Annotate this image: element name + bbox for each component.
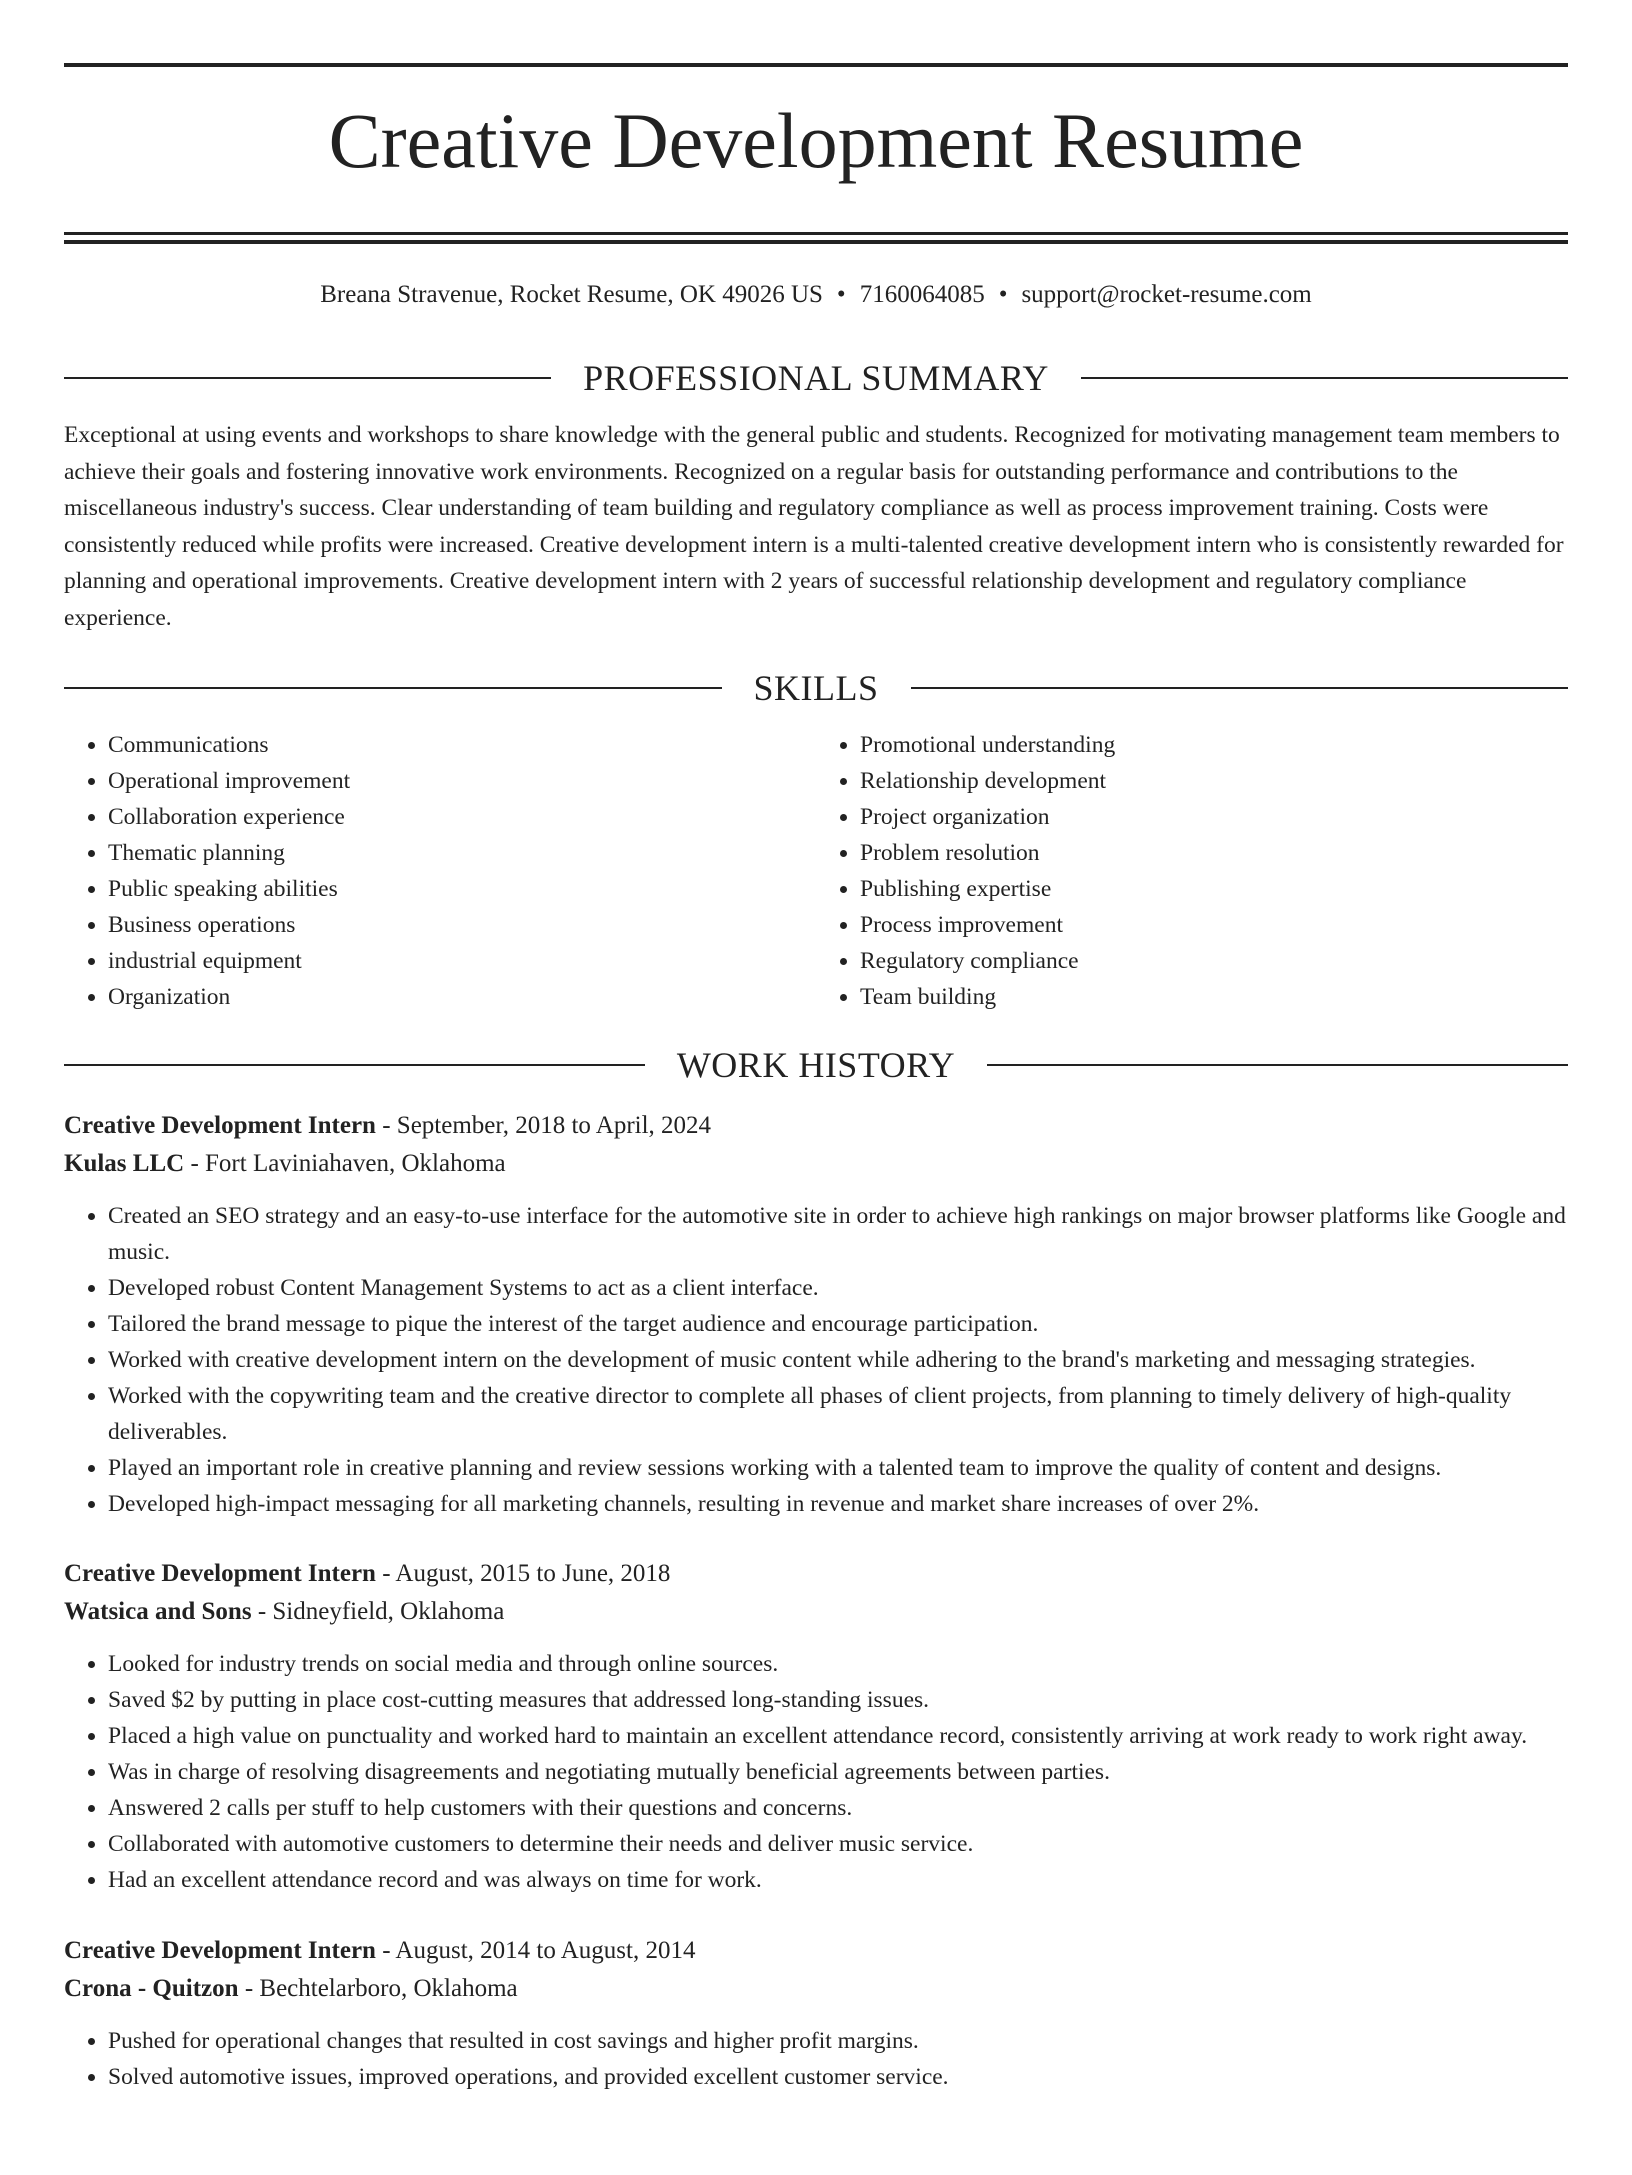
job-bullet: • Played an important role in creative planning and review sessions working with a talented team to improve the quality of content and designs. <box>108 1450 1568 1486</box>
contact-phone: 7160064085 <box>859 281 985 309</box>
heading-rule <box>64 687 722 689</box>
job-bullet: • Pushed for operational changes that resulted in cost savings and higher profit margins. <box>108 2023 1568 2059</box>
job-dates: - August, 2014 to August, 2014 <box>375 1937 696 1965</box>
job-entry <box>64 1555 1568 1898</box>
work-history-heading-label: WORK HISTORY <box>676 1045 956 1086</box>
job-location: - Bechtelarboro, Oklahoma <box>238 1975 518 2003</box>
skill-item: • Business operations <box>108 907 816 943</box>
job-bullet: • Saved $2 by putting in place cost-cutting measures that addressed long-standing issues. <box>108 1682 1568 1718</box>
job-bullet: • Worked with creative development intern on the development of music content while adhering to the brand's marketing and messaging strategies. <box>108 1342 1568 1378</box>
title-double-rule <box>64 232 1568 244</box>
job-title: Creative Development Intern <box>64 1937 376 1965</box>
contact-line <box>64 280 1568 310</box>
summary-text: Exceptional at using events and workshops to share knowledge with the general public and students. Recognized for motivating management team members to achieve their goals and fostering innovative work environments. Recognized on a regular basis for outstanding performance and contributions to the miscellaneous industry's success. Clear understanding of team building and regulatory compliance as well as process improvement training. Costs were consistently reduced while profits were increased. Creative development intern is a multi-talented creative development intern who is consistently rewarded for planning and operational improvements. Creative development intern with 2 years of successful relationship development and regulatory compliance experience. <box>64 422 1564 631</box>
resume-page <box>0 63 1632 2175</box>
contact-separator: • <box>998 281 1008 309</box>
job-bullet: • Placed a high value on punctuality and worked hard to maintain an excellent attendance record, consistently arriving at work ready to work right away. <box>108 1718 1568 1754</box>
contact-email: support@rocket-resume.com <box>1021 281 1312 309</box>
heading-rule <box>64 377 551 379</box>
heading-rule <box>1081 377 1568 379</box>
skill-item: • Promotional understanding <box>860 727 1568 763</box>
skills-heading <box>64 668 1568 709</box>
summary-heading-label: PROFESSIONAL SUMMARY <box>583 358 1049 399</box>
job-company: Kulas LLC <box>64 1150 185 1178</box>
job-location: - Fort Laviniahaven, Oklahoma <box>184 1150 506 1178</box>
skill-item: • Process improvement <box>860 907 1568 943</box>
job-bullet: • Created an SEO strategy and an easy-to-use interface for the automotive site in order to achieve high rankings on major browser platforms like Google and music. <box>108 1198 1568 1270</box>
job-title: Creative Development Intern <box>64 1112 376 1140</box>
job-title-line <box>64 1932 1568 1970</box>
job-company-line <box>64 1970 1568 2008</box>
skill-item: • Publishing expertise <box>860 871 1568 907</box>
skills-heading-label: SKILLS <box>753 668 879 709</box>
job-company: Watsica and Sons <box>64 1598 252 1626</box>
job-title-line <box>64 1107 1568 1145</box>
skill-item: • Collaboration experience <box>108 799 816 835</box>
job-bullet: • Worked with the copywriting team and the creative director to complete all phases of client projects, from planning to timely delivery of high-quality deliverables. <box>108 1378 1568 1450</box>
job-company-line <box>64 1145 1568 1183</box>
heading-rule <box>911 687 1569 689</box>
job-dates: - September, 2018 to April, 2024 <box>375 1112 712 1140</box>
job-dates: - August, 2015 to June, 2018 <box>375 1560 671 1588</box>
job-bullet: • Looked for industry trends on social media and through online sources. <box>108 1646 1568 1682</box>
heading-rule <box>987 1064 1568 1066</box>
skill-item: • industrial equipment <box>108 943 816 979</box>
job-bullet: • Had an excellent attendance record and was always on time for work. <box>108 1862 1568 1898</box>
job-bullet: • Was in charge of resolving disagreements and negotiating mutually beneficial agreements between parties. <box>108 1754 1568 1790</box>
page-title: Creative Development Resume <box>328 97 1304 184</box>
skill-item: • Thematic planning <box>108 835 816 871</box>
contact-separator: • <box>836 281 846 309</box>
skills-columns <box>64 727 1568 1015</box>
job-title: Creative Development Intern <box>64 1560 376 1588</box>
job-bullet: • Tailored the brand message to pique the interest of the target audience and encourage participation. <box>108 1306 1568 1342</box>
contact-address: Breana Stravenue, Rocket Resume, OK 49026 US <box>320 281 823 309</box>
work-history-heading <box>64 1045 1568 1086</box>
skill-item: • Relationship development <box>860 763 1568 799</box>
job-bullets <box>64 1646 1568 1898</box>
summary-heading <box>64 358 1568 399</box>
skill-item: • Team building <box>860 979 1568 1015</box>
job-bullets <box>64 2023 1568 2095</box>
job-company-line <box>64 1593 1568 1631</box>
skill-item: • Communications <box>108 727 816 763</box>
job-entry <box>64 1107 1568 1522</box>
skill-item: • Problem resolution <box>860 835 1568 871</box>
job-company: Crona - Quitzon <box>64 1975 239 2003</box>
job-bullet: • Developed robust Content Management Systems to act as a client interface. <box>108 1270 1568 1306</box>
skill-item: • Operational improvement <box>108 763 816 799</box>
heading-rule <box>64 1064 645 1066</box>
job-bullet: • Developed high-impact messaging for all marketing channels, resulting in revenue and market share increases of over 2%. <box>108 1486 1568 1522</box>
job-location: - Sidneyfield, Oklahoma <box>251 1598 505 1626</box>
job-title-line <box>64 1555 1568 1593</box>
job-bullet: • Solved automotive issues, improved operations, and provided excellent customer service. <box>108 2059 1568 2095</box>
skills-list-right <box>816 727 1568 1015</box>
skill-item: • Public speaking abilities <box>108 871 816 907</box>
job-entry <box>64 1932 1568 2095</box>
skills-list-left <box>64 727 816 1015</box>
job-bullets <box>64 1198 1568 1522</box>
job-bullet: • Collaborated with automotive customers to determine their needs and deliver music service. <box>108 1826 1568 1862</box>
skill-item: • Regulatory compliance <box>860 943 1568 979</box>
skill-item: • Project organization <box>860 799 1568 835</box>
job-bullet: • Answered 2 calls per stuff to help customers with their questions and concerns. <box>108 1790 1568 1826</box>
skill-item: • Organization <box>108 979 816 1015</box>
top-rule <box>64 63 1568 67</box>
